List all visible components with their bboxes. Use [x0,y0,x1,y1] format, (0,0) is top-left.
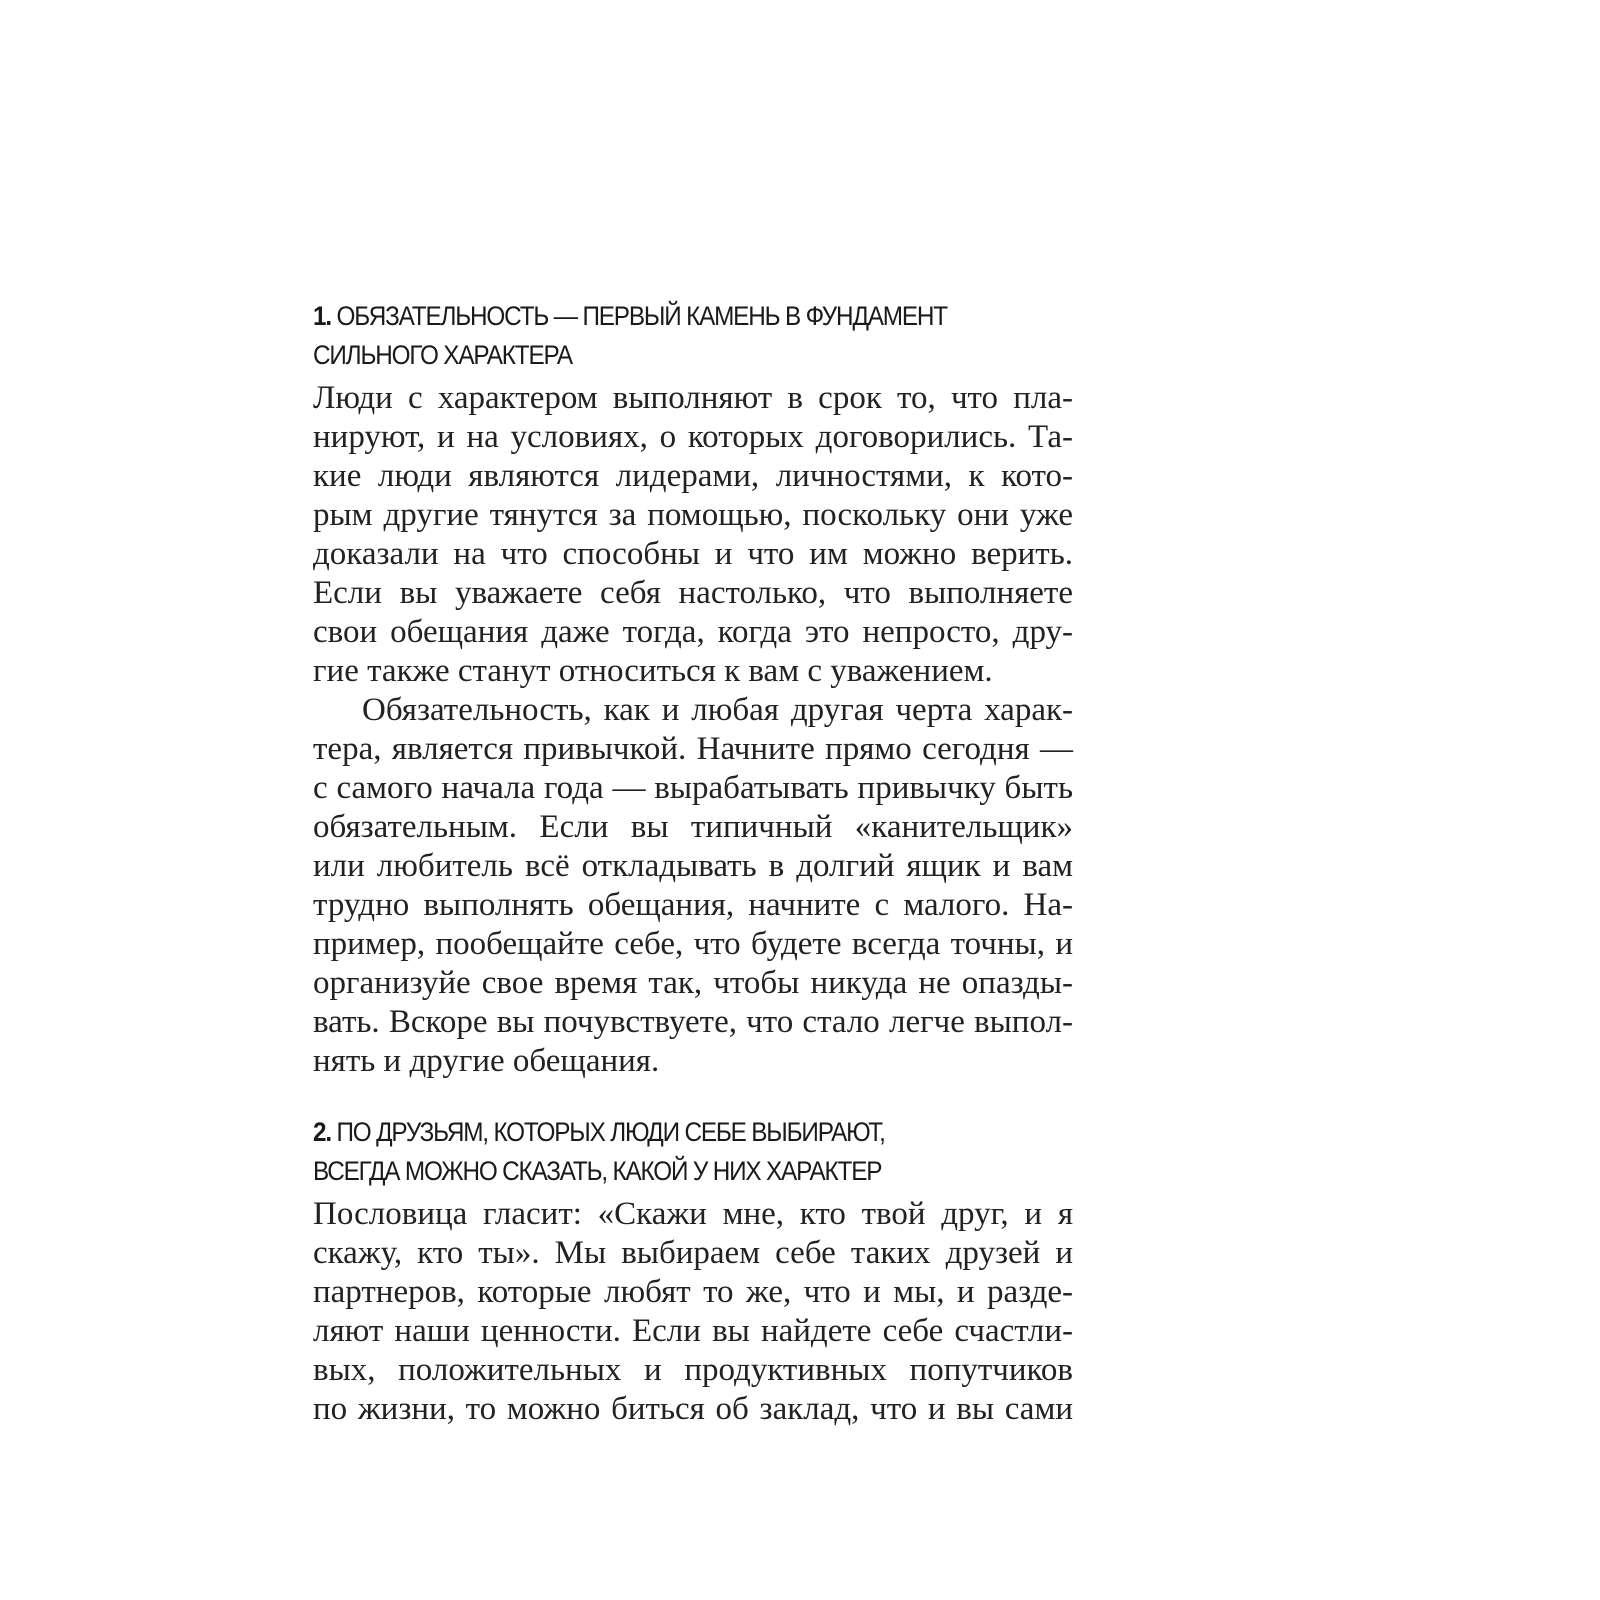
text-line: по жизни, то можно биться об заклад, что и вы сами [313,1391,1073,1427]
section-2-heading-line-2: ВСЕГДА МОЖНО СКАЗАТЬ, КАКОЙ У НИХ ХАРАКТЕР [313,1156,882,1186]
text-line: свои обещания даже тогда, когда это непросто, дру- [313,614,1073,650]
section-1-heading-line-2: СИЛЬНОГО ХАРАКТЕРА [313,340,572,370]
text-line: или любитель всё откладывать в долгий ящик и вам [313,848,1073,884]
text-line: рым другие тянутся за помощью, поскольку они уже [313,497,1073,533]
text-line: Люди с характером выполняют в срок то, что пла- [313,380,1073,416]
text-line: с самого начала года — вырабатывать привычку быть [313,770,1073,806]
text-line: доказали на что способны и что им можно верить. [313,536,1073,572]
text-line: Если вы уважаете себя настолько, что выполняете [313,575,1073,611]
text-line: пример, пообещайте себе, что будете всегда точны, и [313,926,1073,962]
section-2-heading-line-1: 2. ПО ДРУЗЬЯМ, КОТОРЫХ ЛЮДИ СЕБЕ ВЫБИРАЮТ, [313,1117,885,1147]
section-1-number: 1. [313,301,331,331]
text-line: организуйе свое время так, чтобы никуда не опазды- [313,965,1073,1001]
text-line: кие люди являются лидерами, личностями, к кото- [313,458,1073,494]
text-line: обязательным. Если вы типичный «канительщик» [313,809,1073,845]
text-line: нять и другие обещания. [313,1043,660,1079]
text-line: Обязательность, как и любая другая черта харак- [362,692,1073,728]
text-line: нируют, и на условиях, о которых договорились. Та- [313,419,1073,455]
text-line: гие также станут относиться к вам с уважением. [313,653,993,689]
text-line: скажу, кто ты». Мы выбираем себе таких друзей и [313,1235,1073,1271]
text-line: трудно выполнять обещания, начните с малого. На- [313,887,1073,923]
text-line: вых, положительных и продуктивных попутчиков [313,1352,1073,1388]
text-line: ляют наши ценности. Если вы найдете себе счастли- [313,1313,1073,1349]
text-line: Пословица гласит: «Скажи мне, кто твой друг, и я [313,1196,1073,1232]
text-line: вать. Вскоре вы почувствуете, что стало легче выпол- [313,1004,1073,1040]
section-2-number: 2. [313,1117,331,1147]
section-1-heading-line-1: 1. ОБЯЗАТЕЛЬНОСТЬ — ПЕРВЫЙ КАМЕНЬ В ФУНДАМЕНТ [313,301,947,331]
book-page [313,0,1073,1600]
text-line: партнеров, которые любят то же, что и мы, и разде- [313,1274,1073,1310]
text-line: тера, является привычкой. Начните прямо сегодня — [313,731,1073,767]
